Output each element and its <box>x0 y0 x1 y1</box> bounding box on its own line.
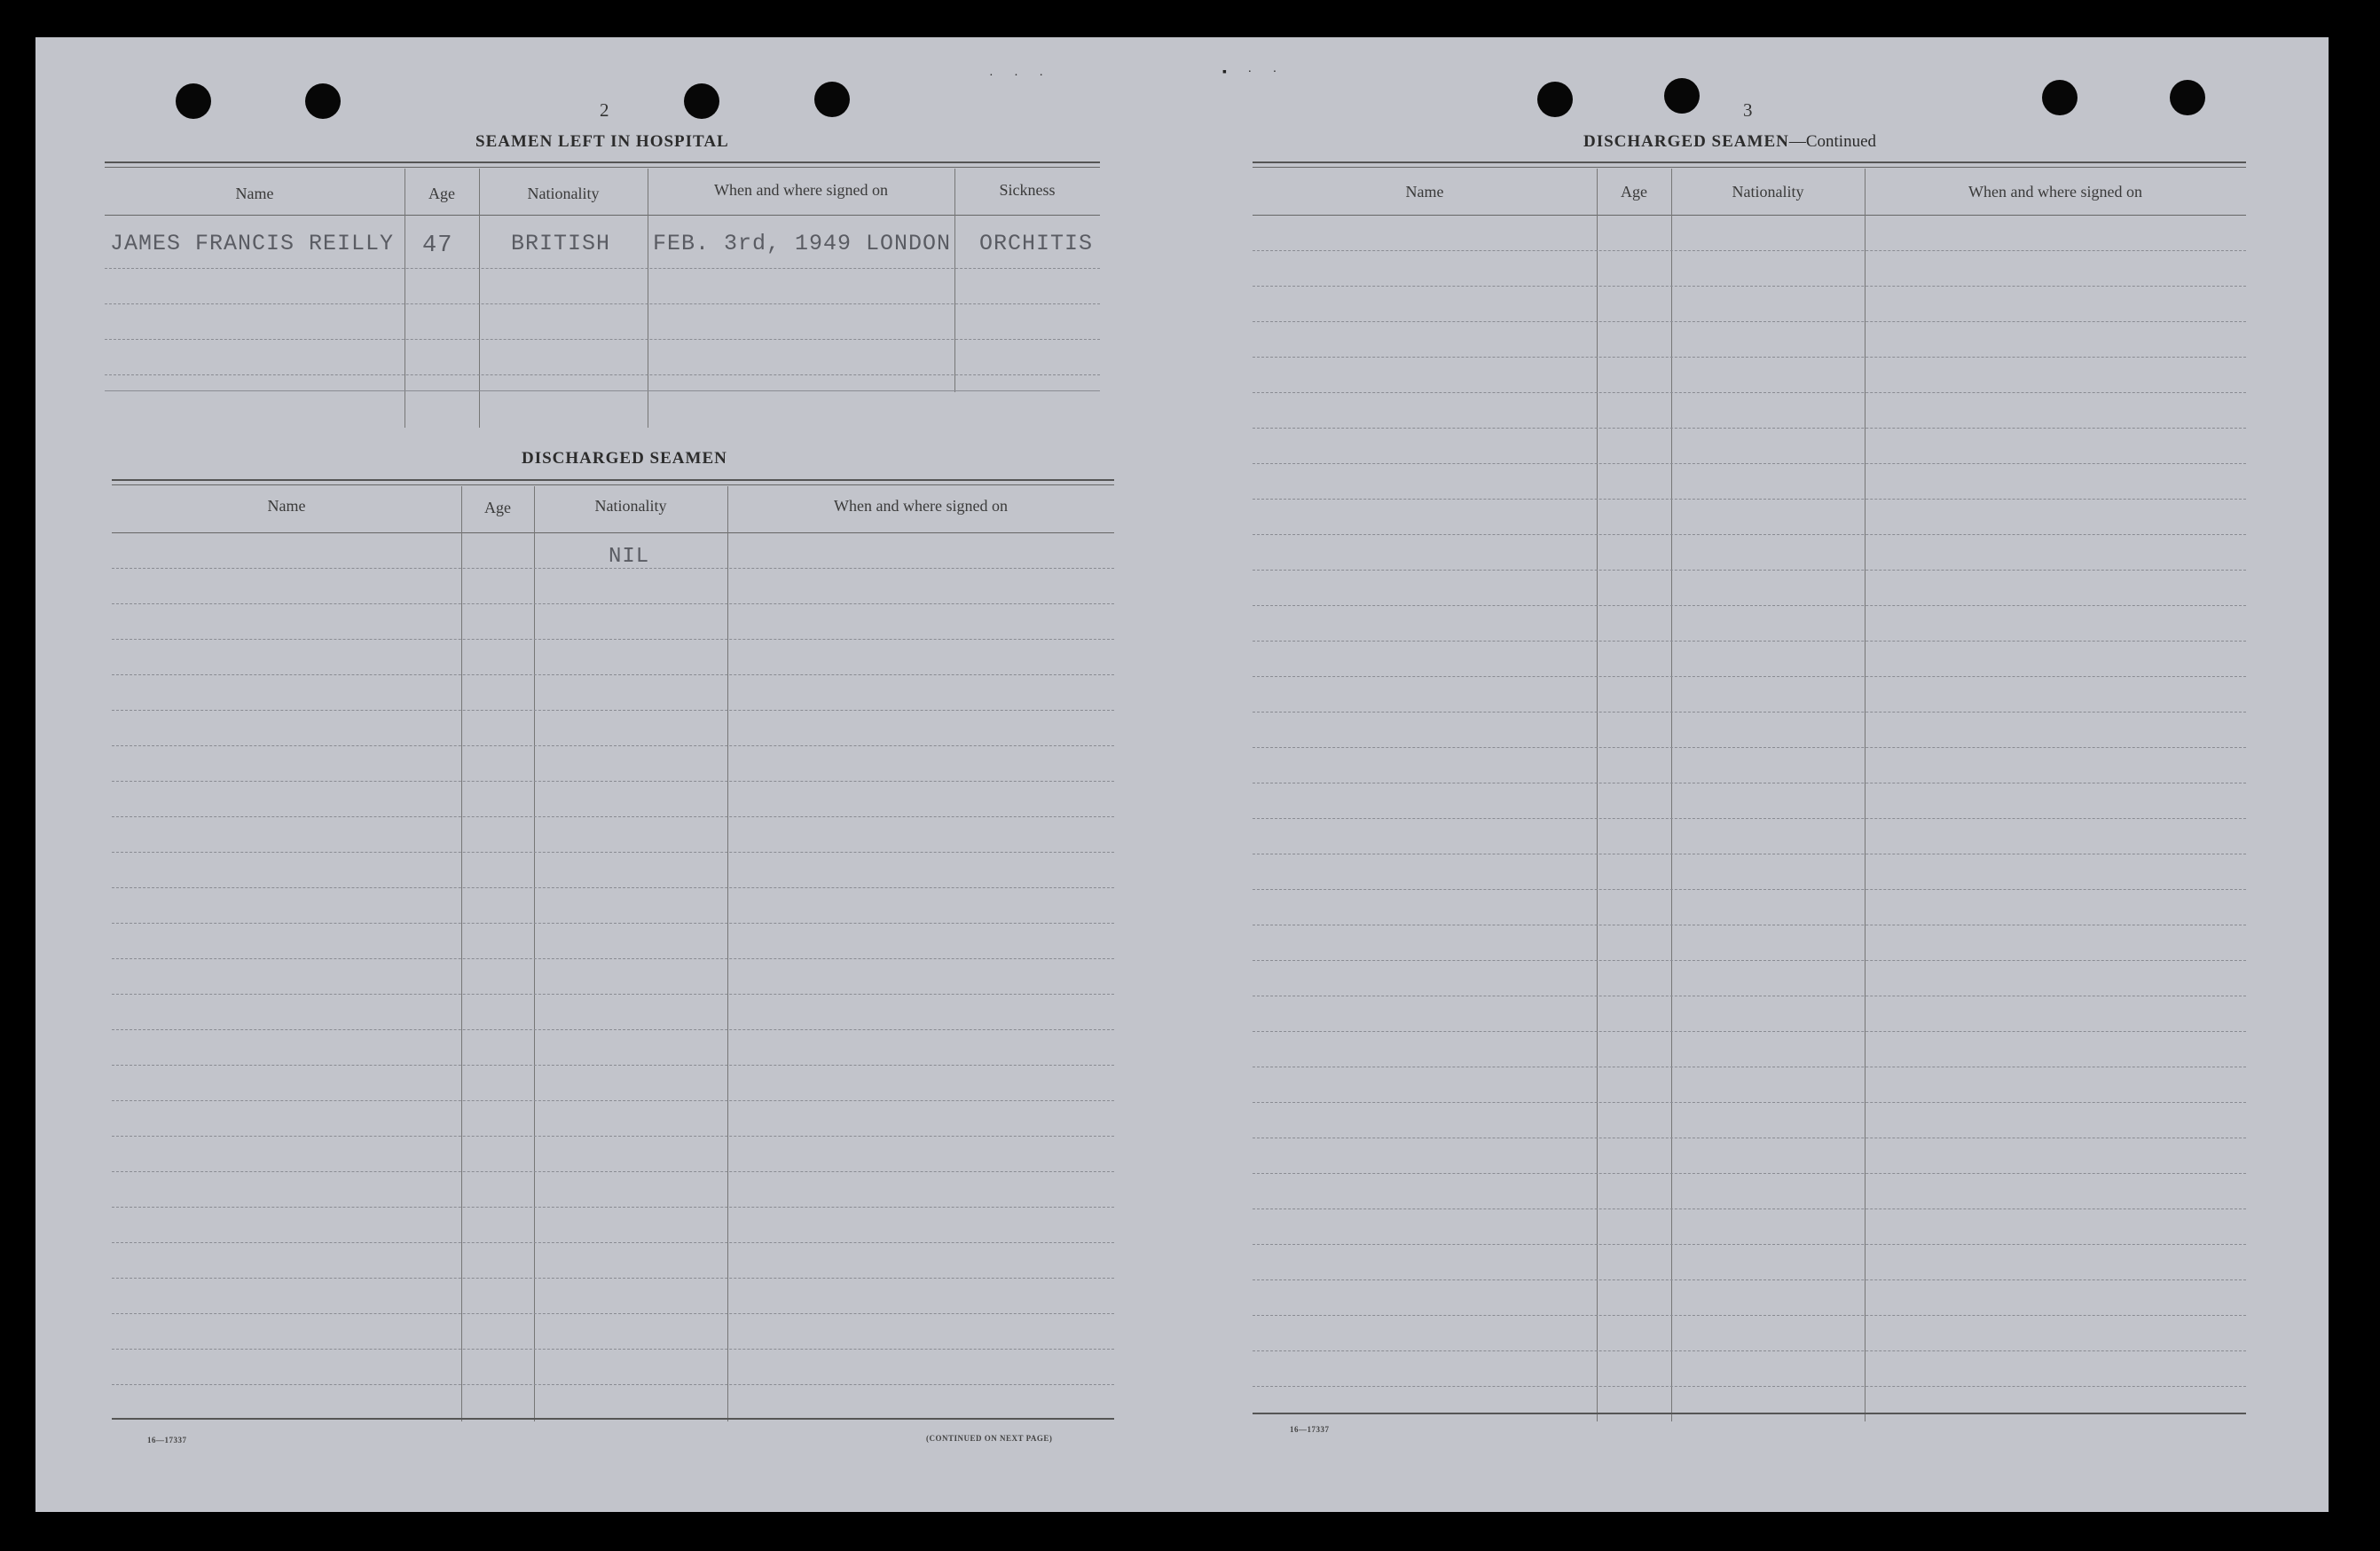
blank-row-line <box>1253 286 2246 287</box>
col-header-signed-on: When and where signed on <box>834 497 1008 515</box>
blank-row-line <box>1253 747 2246 748</box>
col-header-nationality: Nationality <box>527 185 600 202</box>
blank-row-line <box>1253 357 2246 358</box>
col-header-age: Age <box>1621 183 1647 201</box>
blank-row-line <box>112 1100 1114 1101</box>
hospital-table <box>105 161 1100 428</box>
blank-row-line <box>112 639 1114 640</box>
blank-row-line <box>112 852 1114 853</box>
blank-row-line <box>1253 712 2246 713</box>
blank-row-line <box>112 781 1114 782</box>
col-header-age: Age <box>484 499 511 516</box>
blank-row-line <box>1253 1279 2246 1280</box>
punch-hole <box>1664 78 1700 114</box>
blank-row-line <box>1253 463 2246 464</box>
blank-row-line <box>112 603 1114 604</box>
blank-row-line <box>1253 960 2246 961</box>
ink-specks: · · · <box>989 69 1052 83</box>
blank-row-line <box>1253 250 2246 251</box>
title-suffix: —Continued <box>1788 132 1877 151</box>
punch-hole <box>176 83 211 119</box>
table-cell-name: JAMES FRANCIS REILLY <box>110 231 395 256</box>
blank-row-line <box>1253 818 2246 819</box>
ink-specks: ▪ · · <box>1222 66 1286 79</box>
blank-row-line <box>1253 499 2246 500</box>
blank-row-line <box>1253 605 2246 606</box>
blank-row-line <box>112 1313 1114 1314</box>
blank-row-line <box>1253 1173 2246 1174</box>
continued-note: (CONTINUED ON NEXT PAGE) <box>926 1434 1053 1443</box>
blank-row-line <box>112 674 1114 675</box>
blank-row-line <box>112 994 1114 995</box>
blank-row-line <box>112 1349 1114 1350</box>
discharged-section-title: DISCHARGED SEAMEN <box>522 449 727 468</box>
blank-row-line <box>112 1065 1114 1066</box>
blank-row-line <box>112 923 1114 924</box>
blank-row-line <box>1253 641 2246 642</box>
table-cell-signed-on: FEB. 3rd, 1949 LONDON <box>653 231 952 256</box>
discharged-table <box>112 479 1114 1421</box>
blank-row-line <box>1253 676 2246 677</box>
ledger-spread <box>35 37 2329 1512</box>
table-cell-sickness: ORCHITIS <box>979 231 1094 256</box>
blank-row-line <box>1253 889 2246 890</box>
punch-hole <box>2042 80 2078 115</box>
col-header-nationality: Nationality <box>594 497 667 515</box>
nil-entry: NIL <box>609 545 650 569</box>
col-header-name: Name <box>267 497 306 515</box>
blank-row-line <box>1253 392 2246 393</box>
col-header-age: Age <box>428 185 455 202</box>
form-number-right: 16—17337 <box>1290 1425 1330 1434</box>
discharged-continued-title <box>1583 132 1876 152</box>
blank-row-line <box>1253 534 2246 535</box>
blank-row-line <box>112 1278 1114 1279</box>
blank-row-line <box>112 710 1114 711</box>
blank-row-line <box>1253 428 2246 429</box>
blank-row-line <box>112 958 1114 959</box>
page-number-right: 3 <box>1743 99 1753 121</box>
blank-row-line <box>112 1029 1114 1030</box>
blank-row-line <box>1253 1386 2246 1387</box>
hospital-section-title: SEAMEN LEFT IN HOSPITAL <box>475 132 729 151</box>
blank-row-line <box>112 1136 1114 1137</box>
title-main: DISCHARGED SEAMEN <box>1583 132 1789 151</box>
punch-hole <box>684 83 719 119</box>
punch-hole <box>305 83 341 119</box>
blank-row-line <box>112 1207 1114 1208</box>
col-header-name: Name <box>235 185 274 202</box>
col-header-nationality: Nationality <box>1732 183 1804 201</box>
col-header-name: Name <box>1405 183 1444 201</box>
blank-row-line <box>1253 1315 2246 1316</box>
table-cell-nationality: BRITISH <box>511 231 611 256</box>
blank-row-line <box>1253 1102 2246 1103</box>
punch-hole <box>2170 80 2205 115</box>
blank-row-line <box>1253 1350 2246 1351</box>
blank-row-line <box>1253 1031 2246 1032</box>
blank-row-line <box>112 1242 1114 1243</box>
discharged-continued-table <box>1253 161 2246 1421</box>
col-header-signed-on: When and where signed on <box>1968 183 2142 201</box>
blank-row-line <box>1253 1244 2246 1245</box>
blank-row-line <box>112 745 1114 746</box>
blank-row-line <box>112 1384 1114 1385</box>
table-cell-age: 47 <box>422 232 453 259</box>
blank-row-line <box>1253 321 2246 322</box>
punch-hole <box>1537 82 1573 117</box>
blank-row-line <box>112 568 1114 569</box>
page-number-left: 2 <box>600 99 609 121</box>
blank-row-line <box>112 1171 1114 1172</box>
punch-hole <box>814 82 850 117</box>
blank-row-line <box>1253 570 2246 571</box>
form-number-left: 16—17337 <box>147 1436 187 1445</box>
col-header-sickness: Sickness <box>999 181 1056 199</box>
blank-row-line <box>112 816 1114 817</box>
col-header-signed-on: When and where signed on <box>714 181 888 199</box>
blank-row-line <box>112 887 1114 888</box>
